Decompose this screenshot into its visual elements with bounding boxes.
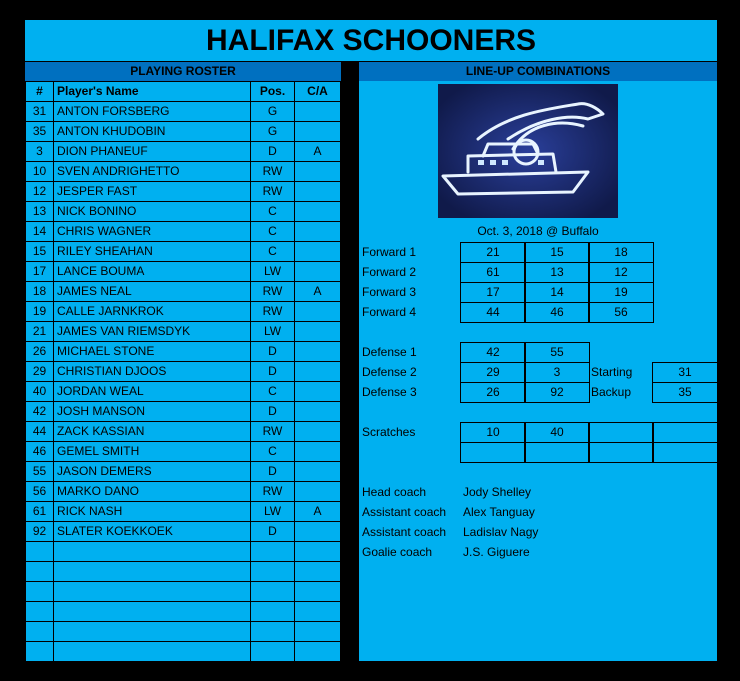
player-number[interactable]: 31 [26,102,54,122]
player-position[interactable] [251,542,295,562]
col-number-header[interactable]: # [26,82,54,102]
roster-row [26,282,341,302]
playing-roster-header: PLAYING ROSTER [25,62,341,81]
roster-row [26,462,341,482]
forward-line-label: Forward 2 [362,265,417,279]
player-position[interactable]: RW [251,162,295,182]
lineup-combinations-header: LINE-UP COMBINATIONS [359,62,717,81]
roster-row [26,622,341,642]
roster-row [26,482,341,502]
player-captaincy[interactable] [295,262,341,282]
player-position[interactable] [251,582,295,602]
player-number[interactable]: 29 [26,362,54,382]
player-captaincy[interactable] [295,442,341,462]
scratch-empty-cell[interactable] [588,442,654,463]
player-position[interactable]: D [251,342,295,362]
forward-line-label: Forward 3 [362,285,417,299]
roster-row [26,442,341,462]
game-info: Oct. 3, 2018 @ Buffalo [477,224,599,238]
roster-row [26,422,341,442]
player-position[interactable]: C [251,242,295,262]
player-captaincy[interactable] [295,322,341,342]
scratch-empty-cell[interactable] [524,442,590,463]
coach-name: Alex Tanguay [463,505,535,519]
forward-line-cell[interactable]: 19 [588,282,654,303]
player-name[interactable]: MICHAEL STONE [54,342,251,362]
player-name[interactable]: JAMES NEAL [54,282,251,302]
defense-pair-cell[interactable]: 3 [524,362,590,383]
forward-line-cell[interactable]: 18 [588,242,654,263]
player-number[interactable]: 55 [26,462,54,482]
player-captaincy[interactable] [295,182,341,202]
forward-line-cell[interactable]: 17 [460,282,526,303]
player-number[interactable]: 61 [26,502,54,522]
forward-line-cell[interactable]: 21 [460,242,526,263]
player-captaincy[interactable] [295,162,341,182]
goalie-role-label: Starting [591,365,633,379]
player-position[interactable]: D [251,522,295,542]
coach-name: Jody Shelley [463,485,532,499]
player-name[interactable]: CHRIS WAGNER [54,222,251,242]
roster-row [26,182,341,202]
forward-line-cell[interactable]: 44 [460,302,526,323]
player-name[interactable] [54,602,251,622]
team-title: HALIFAX SCHOONERS [25,20,717,61]
player-name[interactable]: CHRISTIAN DJOOS [54,362,251,382]
player-captaincy[interactable] [295,202,341,222]
schooner-logo [438,84,618,218]
player-captaincy[interactable] [295,582,341,602]
player-number[interactable] [26,542,54,562]
scratch-empty-cell[interactable] [652,442,718,463]
player-name[interactable]: RILEY SHEAHAN [54,242,251,262]
player-name[interactable]: DION PHANEUF [54,142,251,162]
roster-row [26,582,341,602]
roster-row [26,142,341,162]
player-name[interactable] [54,642,251,662]
player-position[interactable]: G [251,102,295,122]
player-name[interactable]: CALLE JARNKROK [54,302,251,322]
col-name-header[interactable]: Player's Name [54,82,251,102]
player-number[interactable] [26,622,54,642]
defense-pair-cell[interactable]: 29 [460,362,526,383]
player-number[interactable] [26,562,54,582]
forward-line-label: Forward 4 [362,305,417,319]
roster-row [26,322,341,342]
player-number[interactable] [26,582,54,602]
forward-line-cell[interactable]: 56 [588,302,654,323]
player-name[interactable]: ANTON FORSBERG [54,102,251,122]
goalie-role-label: Backup [591,385,632,399]
player-captaincy[interactable] [295,482,341,502]
player-position[interactable]: RW [251,482,295,502]
scratch-empty-cell[interactable] [460,442,526,463]
scratch-cell[interactable] [588,422,654,443]
player-number[interactable]: 26 [26,342,54,362]
defense-pair-label: Defense 1 [362,345,417,359]
player-position[interactable]: C [251,442,295,462]
forward-line-label: Forward 1 [362,245,417,259]
player-name[interactable]: ZACK KASSIAN [54,422,251,442]
player-number[interactable]: 12 [26,182,54,202]
player-captaincy[interactable] [295,302,341,322]
player-name[interactable]: JASON DEMERS [54,462,251,482]
player-number[interactable]: 3 [26,142,54,162]
player-captaincy[interactable]: A [295,282,341,302]
player-name[interactable]: MARKO DANO [54,482,251,502]
player-number[interactable]: 46 [26,442,54,462]
player-position[interactable] [251,602,295,622]
player-captaincy[interactable] [295,222,341,242]
player-captaincy[interactable] [295,602,341,622]
player-name[interactable]: GEMEL SMITH [54,442,251,462]
scratch-cell[interactable] [652,422,718,443]
player-captaincy[interactable] [295,462,341,482]
player-name[interactable]: LANCE BOUMA [54,262,251,282]
defense-pair-cell[interactable]: 42 [460,342,526,363]
player-captaincy[interactable] [295,402,341,422]
coach-name: J.S. Giguere [463,545,530,559]
roster-row [26,642,341,662]
roster-row [26,262,341,282]
player-position[interactable]: D [251,362,295,382]
roster-table [25,81,341,662]
goalie-number-cell[interactable]: 35 [652,382,718,403]
player-captaincy[interactable] [295,362,341,382]
coach-name: Ladislav Nagy [463,525,539,539]
player-number[interactable]: 18 [26,282,54,302]
player-name[interactable]: RICK NASH [54,502,251,522]
coach-role: Goalie coach [362,545,433,559]
player-name[interactable]: JOSH MANSON [54,402,251,422]
roster-header-row [26,82,341,102]
player-position[interactable] [251,562,295,582]
roster-row [26,102,341,122]
goalie-number-cell[interactable]: 31 [652,362,718,383]
player-position[interactable]: RW [251,282,295,302]
roster-row [26,242,341,262]
player-number[interactable] [26,642,54,662]
player-number[interactable]: 10 [26,162,54,182]
player-number[interactable]: 56 [26,482,54,502]
player-position[interactable] [251,642,295,662]
roster-row [26,382,341,402]
roster-row [26,222,341,242]
player-name[interactable]: NICK BONINO [54,202,251,222]
player-name[interactable]: JORDAN WEAL [54,382,251,402]
player-captaincy[interactable] [295,122,341,142]
player-position[interactable]: LW [251,502,295,522]
player-number[interactable]: 14 [26,222,54,242]
player-name[interactable]: ANTON KHUDOBIN [54,122,251,142]
defense-pair-cell[interactable]: 26 [460,382,526,403]
player-number[interactable]: 17 [26,262,54,282]
player-position[interactable]: LW [251,322,295,342]
player-position[interactable]: C [251,202,295,222]
player-captaincy[interactable]: A [295,142,341,162]
player-position[interactable]: D [251,462,295,482]
player-name[interactable]: JAMES VAN RIEMSDYK [54,322,251,342]
player-captaincy[interactable] [295,522,341,542]
col-position-header[interactable]: Pos. [251,82,295,102]
player-number[interactable]: 42 [26,402,54,422]
player-number[interactable]: 21 [26,322,54,342]
player-captaincy[interactable] [295,342,341,362]
forward-line-cell[interactable]: 61 [460,262,526,283]
player-name[interactable]: SLATER KOEKKOEK [54,522,251,542]
player-captaincy[interactable] [295,542,341,562]
player-position[interactable]: RW [251,422,295,442]
player-position[interactable]: C [251,382,295,402]
roster-row [26,342,341,362]
coach-role: Assistant coach [362,505,447,519]
col-captain-header[interactable]: C/A [295,82,341,102]
player-name[interactable] [54,562,251,582]
player-number[interactable] [26,602,54,622]
roster-row [26,502,341,522]
forward-line-cell[interactable]: 13 [524,262,590,283]
roster-row [26,162,341,182]
scratches-label: Scratches [362,425,416,439]
roster-row [26,122,341,142]
player-number[interactable]: 44 [26,422,54,442]
roster-row [26,302,341,322]
roster-row [26,402,341,422]
forward-line-cell[interactable]: 14 [524,282,590,303]
forward-line-cell[interactable]: 15 [524,242,590,263]
player-name[interactable] [54,582,251,602]
forward-line-cell[interactable]: 12 [588,262,654,283]
roster-row [26,602,341,622]
player-name[interactable]: SVEN ANDRIGHETTO [54,162,251,182]
player-number[interactable]: 15 [26,242,54,262]
defense-pair-label: Defense 3 [362,385,417,399]
defense-pair-label: Defense 2 [362,365,417,379]
player-number[interactable]: 92 [26,522,54,542]
player-position[interactable]: G [251,122,295,142]
roster-row [26,562,341,582]
player-number[interactable]: 35 [26,122,54,142]
player-captaincy[interactable] [295,422,341,442]
player-number[interactable]: 40 [26,382,54,402]
coach-role: Assistant coach [362,525,447,539]
player-captaincy[interactable] [295,642,341,662]
scratch-cell[interactable]: 10 [460,422,526,443]
player-captaincy[interactable] [295,622,341,642]
player-captaincy[interactable]: A [295,502,341,522]
player-position[interactable]: C [251,222,295,242]
roster-row [26,522,341,542]
roster-row [26,202,341,222]
player-name[interactable]: JESPER FAST [54,182,251,202]
forward-line-cell[interactable]: 46 [524,302,590,323]
player-position[interactable]: LW [251,262,295,282]
player-captaincy[interactable] [295,242,341,262]
player-position[interactable]: RW [251,302,295,322]
player-number[interactable]: 19 [26,302,54,322]
player-number[interactable]: 13 [26,202,54,222]
roster-row [26,542,341,562]
roster-row [26,362,341,382]
player-name[interactable] [54,542,251,562]
player-position[interactable]: D [251,142,295,162]
scratch-cell[interactable]: 40 [524,422,590,443]
player-captaincy[interactable] [295,102,341,122]
player-position[interactable] [251,622,295,642]
player-position[interactable]: RW [251,182,295,202]
defense-pair-cell[interactable]: 92 [524,382,590,403]
player-position[interactable]: D [251,402,295,422]
coach-role: Head coach [362,485,427,499]
player-captaincy[interactable] [295,382,341,402]
player-captaincy[interactable] [295,562,341,582]
defense-pair-cell[interactable]: 55 [524,342,590,363]
player-name[interactable] [54,622,251,642]
